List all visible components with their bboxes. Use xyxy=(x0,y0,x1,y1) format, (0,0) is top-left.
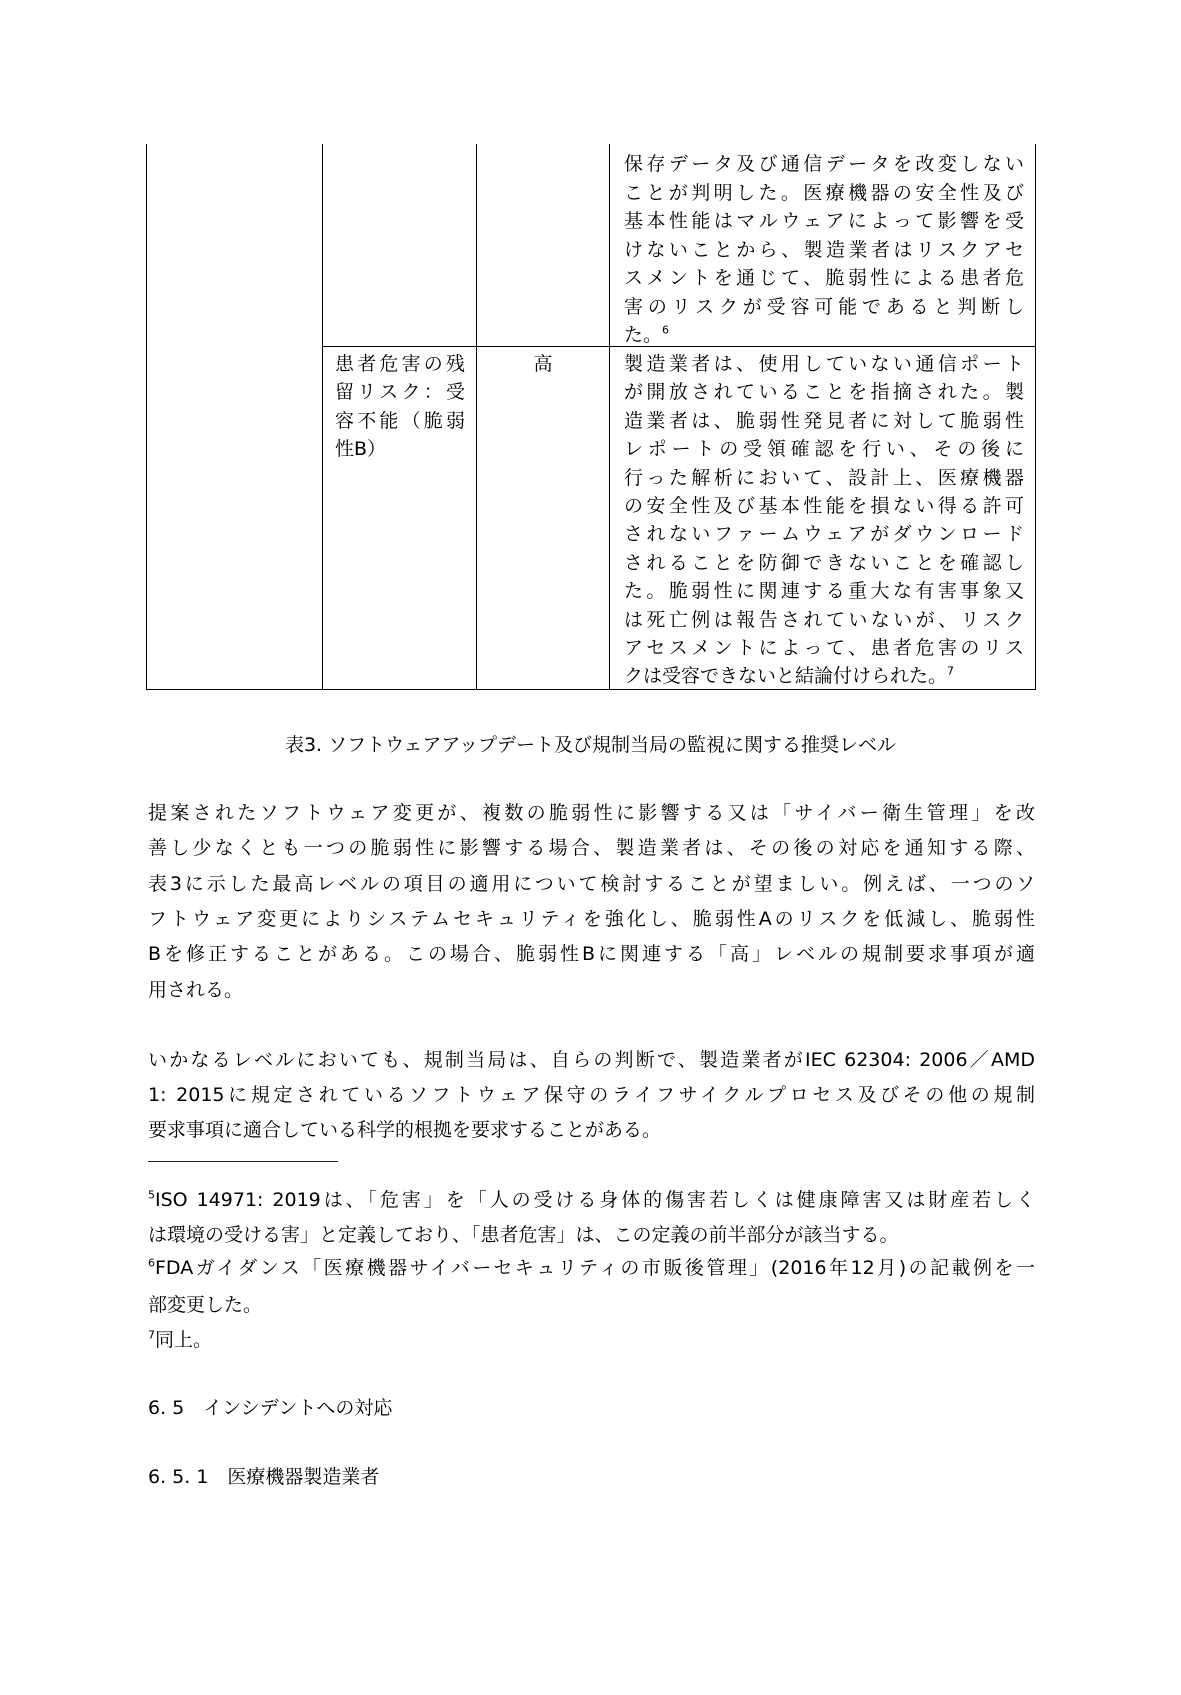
table-cell-line xyxy=(624,407,1024,435)
paragraph-line xyxy=(148,870,1035,898)
table-cell-line xyxy=(624,577,1024,605)
section-heading-6-5: 6. 5 インシデントへの対応 xyxy=(148,1397,393,1419)
line-text: 要求事項に適合している科学的根拠を要求することがある。 xyxy=(148,1119,662,1141)
footnote-line xyxy=(148,1291,1035,1319)
paragraph-line xyxy=(148,1046,1035,1074)
table-cell-line xyxy=(624,378,1024,406)
line-text: レポートの受領確認を行い、その後に xyxy=(624,438,1024,461)
paragraph-line xyxy=(148,905,1035,933)
category-cell-line xyxy=(335,378,465,406)
line-text: されないファームウェアがダウンロード xyxy=(624,523,1024,546)
paragraph-line xyxy=(148,976,1035,1004)
table-cell-line xyxy=(624,634,1024,662)
table-cell-line xyxy=(624,264,1024,292)
line-text: た。 xyxy=(624,324,663,346)
line-text: アセスメントによって、患者危害のリス xyxy=(624,637,1024,659)
table-cell-line xyxy=(624,464,1024,492)
line-text: た。脆弱性に関連する重大な有害事象又 xyxy=(624,580,1024,603)
footnote-reference: 7 xyxy=(947,665,955,679)
footnote-line xyxy=(148,1254,1035,1282)
table-cell-line xyxy=(624,293,1024,321)
line-text: 製造業者は、使用していない通信ポート xyxy=(624,353,1024,375)
risk-level-cell: 高 xyxy=(533,353,553,375)
line-text: いかなるレベルにおいても、規制当局は、自らの判断で、製造業者がIEC 62304: 2006／AMD xyxy=(148,1049,1035,1071)
line-text: ISO 14971: 2019は、「危害」を「人の受ける身体的傷害若しくは健康障害又は財産若しく xyxy=(155,1189,1035,1211)
footnote-number: 5 xyxy=(148,1188,155,1202)
table-cell-line xyxy=(624,520,1024,548)
line-text: 行った解析において、設計上、医療機器 xyxy=(624,466,1024,489)
category-cell-line xyxy=(335,435,465,463)
table-cell-line xyxy=(624,606,1024,634)
line-text: スメントを通じて、脆弱性による患者危 xyxy=(624,267,1024,289)
table-cell-line xyxy=(624,321,1024,349)
category-cell-line xyxy=(335,350,465,378)
line-text: 提案されたソフトウェア変更が、複数の脆弱性に影響する又は「サイバー衛生管理」を改 xyxy=(148,802,1035,824)
section-heading-6-5-1: 6. 5. 1 医療機器製造業者 xyxy=(148,1466,380,1488)
table-column-divider xyxy=(609,144,610,690)
table-cell-line xyxy=(624,435,1024,463)
table-cell-line xyxy=(624,549,1024,577)
table-border-left xyxy=(146,144,147,690)
paragraph-line xyxy=(148,1116,1035,1144)
line-text: 1: 2015に規定されているソフトウェア保守のライフサイクルプロセス及びその他の規制 xyxy=(148,1084,1035,1106)
footnote-number: 6 xyxy=(148,1256,155,1270)
line-text: 留リスク：受 xyxy=(335,381,465,404)
line-text: けないことから、製造業者はリスクアセ xyxy=(624,238,1024,261)
footnote-separator xyxy=(148,1161,338,1162)
line-text: 善し少なくとも一つの脆弱性に影響する場合、製造業者は、その後の対応を通知する際、 xyxy=(148,837,1035,860)
paragraph-line xyxy=(148,940,1035,968)
line-text: FDAガイダンス「医療機器サイバーセキュリティの市販後管理」(2016年12月)の記載例を一 xyxy=(155,1257,1035,1279)
line-text: が開放されていることを指摘された。製 xyxy=(624,381,1024,404)
table-cell-line xyxy=(624,492,1024,520)
footnote-line xyxy=(148,1186,1035,1214)
paragraph-line xyxy=(148,1081,1035,1109)
table-caption: 表3. ソフトウェアアップデート及び規制当局の監視に関する推奨レベル xyxy=(284,734,897,756)
line-text: 表3に示した最高レベルの項目の適用について検討することが望ましい。例えば、一つのソ xyxy=(148,872,1035,895)
line-text: の安全性及び基本性能を損ない得る許可 xyxy=(624,495,1024,517)
table-cell-line xyxy=(624,236,1024,264)
footnote-reference: 6 xyxy=(662,323,670,337)
table-column-divider xyxy=(322,144,323,690)
line-text: 基本性能はマルウェアによって影響を受 xyxy=(624,210,1024,232)
line-text: 造業者は、脆弱性発見者に対して脆弱性 xyxy=(624,409,1024,432)
table-cell-line xyxy=(624,150,1024,178)
paragraph-line xyxy=(148,834,1035,862)
line-text: Bを修正することがある。この場合、脆弱性Bに関連する「高」レベルの規制要求事項が適 xyxy=(148,943,1035,966)
line-text: 部変更した。 xyxy=(148,1294,263,1316)
line-text: されることを防御できないことを確認し xyxy=(624,551,1024,574)
footnote-line xyxy=(148,1221,1035,1249)
table-cell-line xyxy=(624,662,1024,690)
line-text: 保存データ及び通信データを改変しない xyxy=(624,153,1024,175)
line-text: は環境の受ける害」と定義しており、「患者危害」は、この定義の前半部分が該当する。 xyxy=(148,1224,899,1246)
line-text: ことが判明した。医療機器の安全性及び xyxy=(624,181,1024,204)
line-text: 容不能（脆弱 xyxy=(335,409,465,432)
line-text: は死亡例は報告されていないが、リスク xyxy=(624,608,1024,631)
line-text: 害のリスクが受容可能であると判断し xyxy=(624,295,1024,318)
line-text: 患者危害の残 xyxy=(335,353,465,375)
line-text: 性B） xyxy=(335,438,387,461)
line-text: 同上。 xyxy=(155,1329,213,1351)
line-text: 用される。 xyxy=(148,978,244,1001)
footnote-line xyxy=(148,1326,1035,1354)
footnote-number: 7 xyxy=(148,1328,155,1342)
table-cell-line xyxy=(624,207,1024,235)
line-text: クは受容できないと結論付けられた。 xyxy=(624,665,948,688)
table-column-divider xyxy=(476,144,477,690)
table-cell-line xyxy=(624,350,1024,378)
table-cell-line xyxy=(624,179,1024,207)
category-cell-line xyxy=(335,407,465,435)
table-border-right xyxy=(1035,144,1036,690)
line-text: フトウェア変更によりシステムセキュリティを強化し、脆弱性Aのリスクを低減し、脆弱性 xyxy=(148,907,1035,930)
paragraph-line xyxy=(148,799,1035,827)
